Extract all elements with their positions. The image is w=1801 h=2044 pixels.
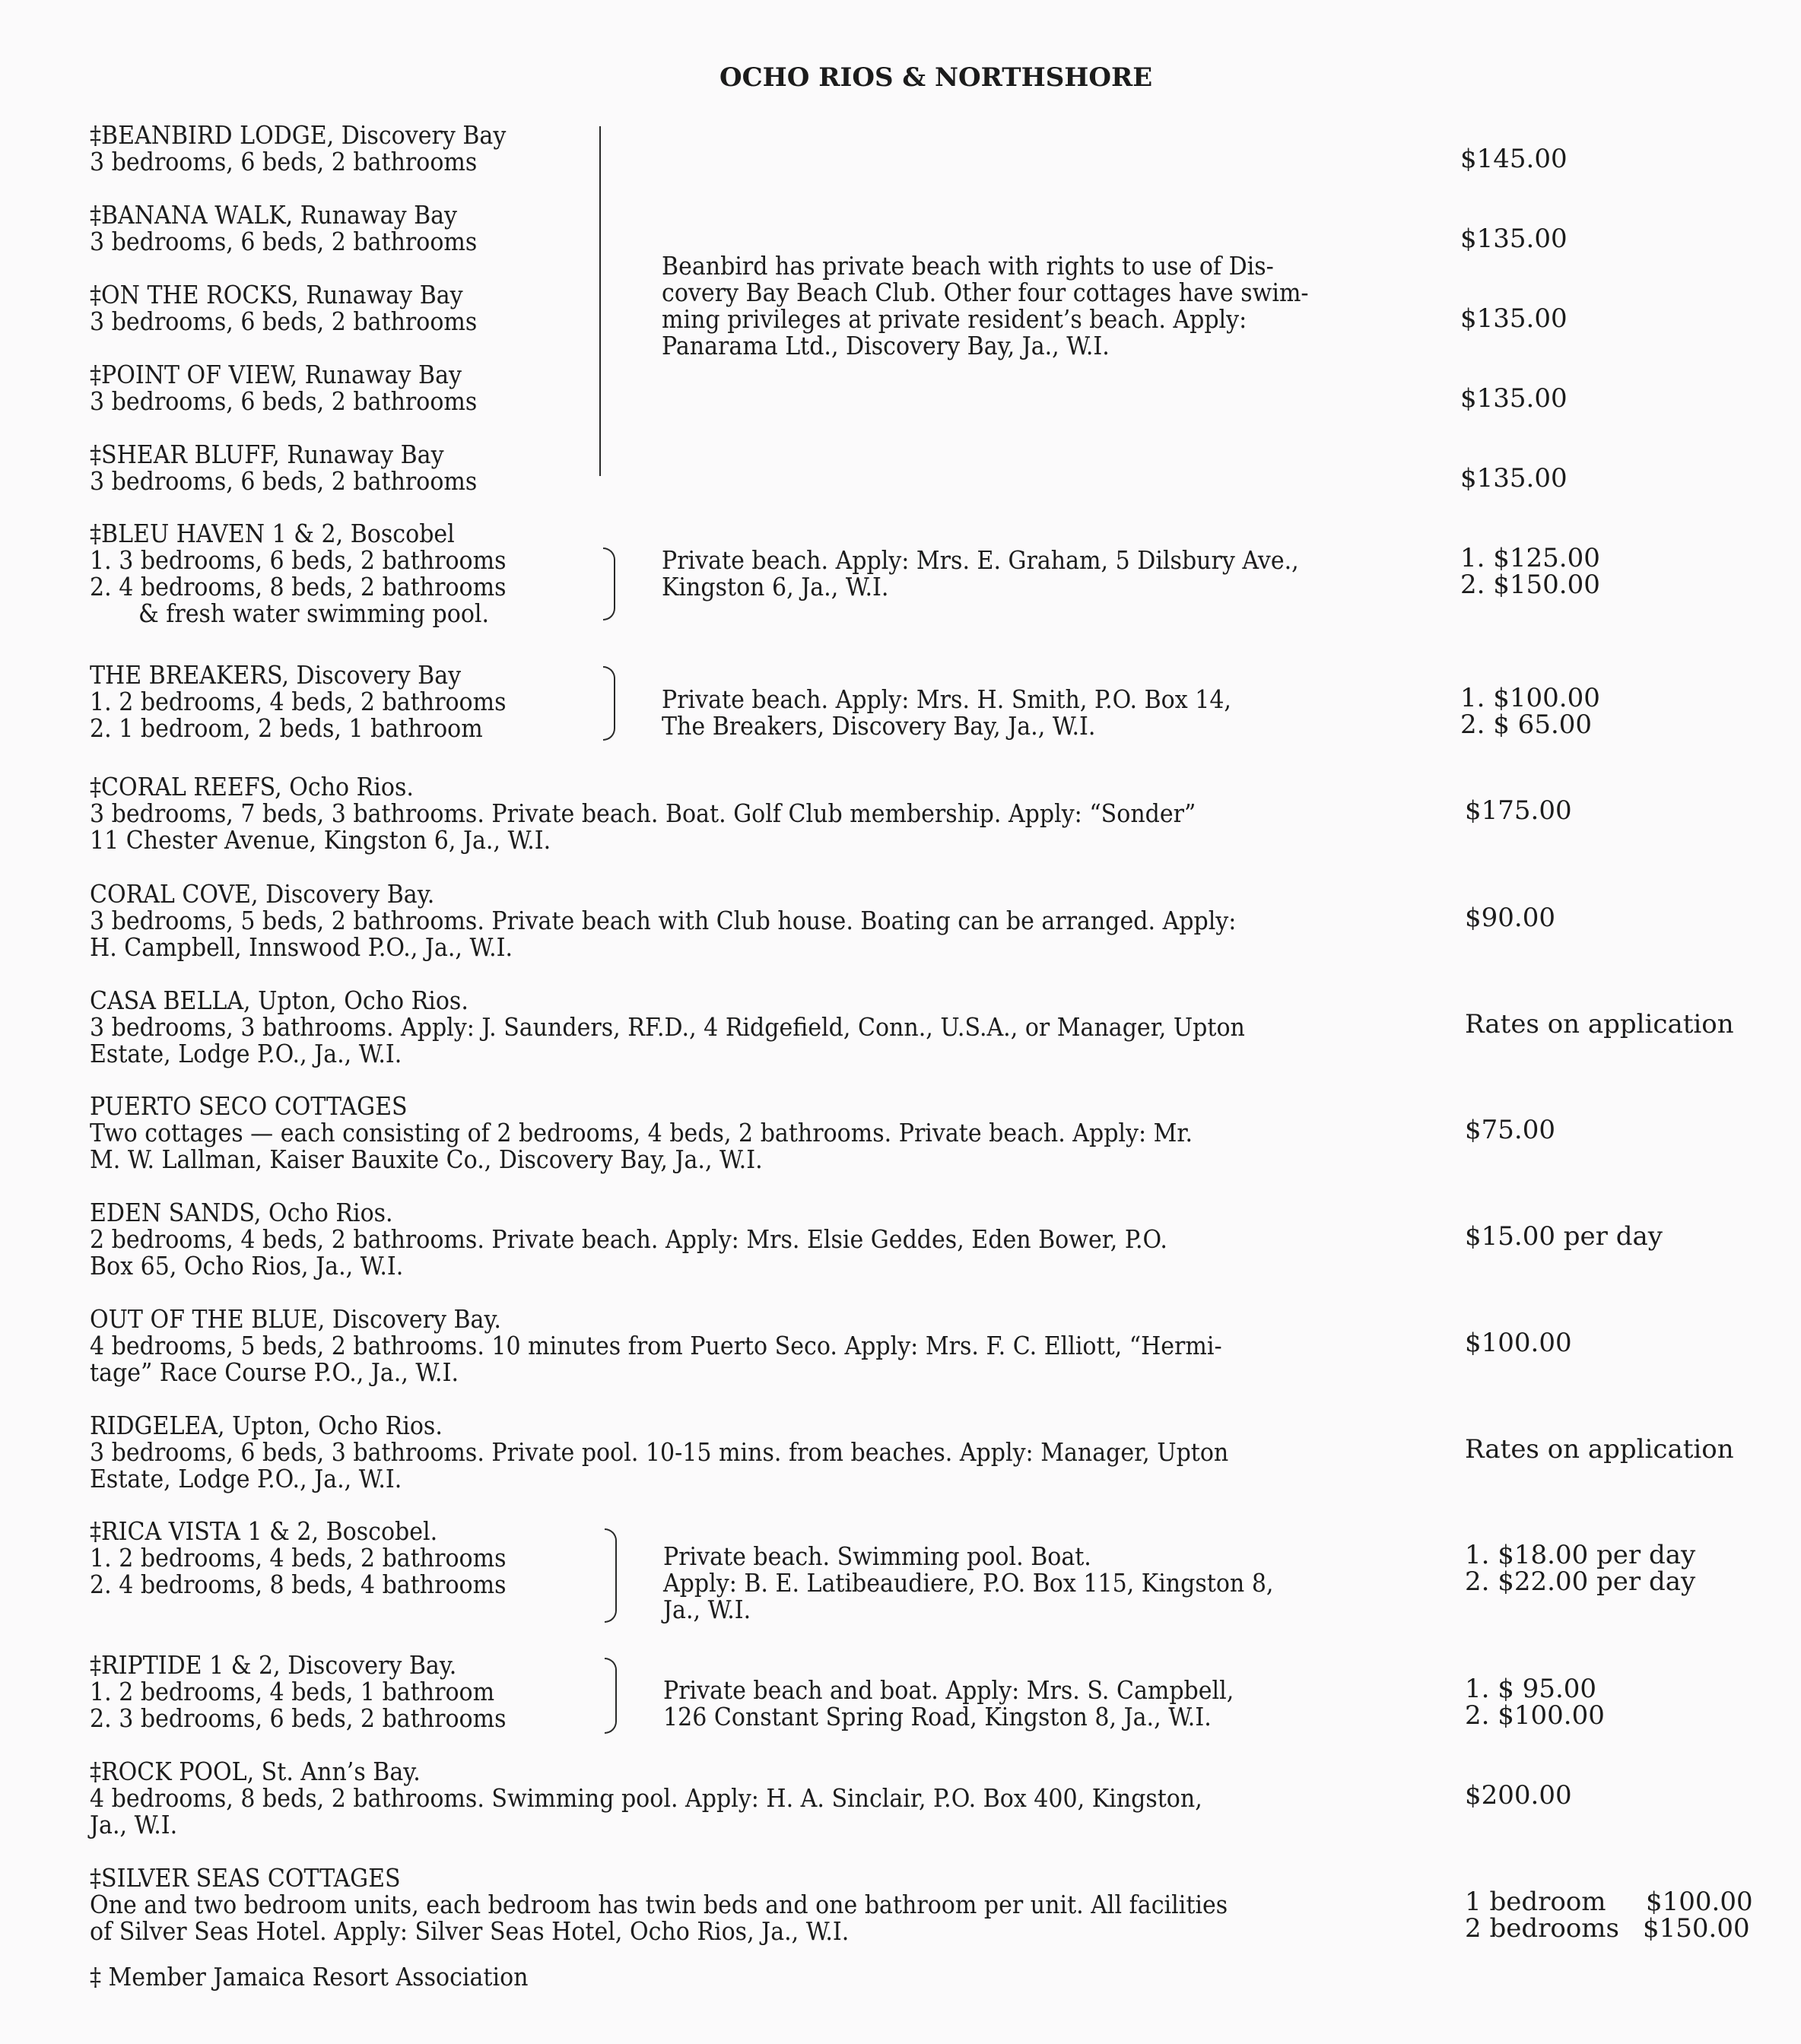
listing-name: ‡RIPTIDE 1 & 2, Discovery Bay. [90, 1650, 457, 1680]
listing-price: $135.00 [1460, 463, 1568, 494]
listing-detail: Box 65, Ocho Rios, Ja., W.I. [90, 1251, 404, 1281]
listing-name: CORAL COVE, Discovery Bay. [90, 879, 435, 909]
listing-detail: 3 bedrooms, 6 beds, 2 bathrooms [90, 306, 478, 336]
listing-detail: 1. 2 bedrooms, 4 beds, 2 bathrooms [90, 687, 507, 716]
listing-price: $145.00 [1460, 144, 1568, 174]
listing-detail: 2. 3 bedrooms, 6 beds, 2 bathrooms [90, 1703, 507, 1733]
listing-detail: 3 bedrooms, 5 beds, 2 bathrooms. Private beach with Club house. Boating can be arranged. Apply: [90, 906, 1237, 935]
listing-price: 1. $ 95.00 [1465, 1674, 1597, 1704]
listing-name: ‡BEANBIRD LODGE, Discovery Bay [90, 120, 507, 150]
listing-price: 1. $18.00 per day [1465, 1540, 1696, 1570]
listing-detail: 3 bedrooms, 3 bathrooms. Apply: J. Saunders, RF.D., 4 Ridgefield, Conn., U.S.A., or Manager, Upton [90, 1012, 1245, 1042]
listing-note-line: Ja., W.I. [663, 1595, 751, 1624]
listing-price: $175.00 [1465, 795, 1572, 826]
listing-detail: 3 bedrooms, 6 beds, 3 bathrooms. Private pool. 10-15 mins. from beaches. Apply: Manager, Upton [90, 1437, 1229, 1467]
listing-detail: 1. 2 bedrooms, 4 beds, 1 bathroom [90, 1677, 495, 1706]
listing-brace [605, 1658, 617, 1734]
listing-note-line: Apply: B. E. Latibeaudiere, P.O. Box 115, Kingston 8, [663, 1568, 1274, 1598]
listing-price: $100.00 [1646, 1887, 1753, 1917]
page-title: OCHO RIOS & NORTHSHORE [719, 62, 1153, 93]
listing-detail: 3 bedrooms, 6 beds, 2 bathrooms [90, 227, 478, 256]
listing-name: ‡BANANA WALK, Runaway Bay [90, 200, 458, 230]
listing-detail: 4 bedrooms, 5 beds, 2 bathrooms. 10 minutes from Puerto Seco. Apply: Mrs. F. C. Elliott, “Hermi- [90, 1331, 1222, 1360]
listing-name: ‡BLEU HAVEN 1 & 2, Boscobel [90, 519, 455, 548]
listing-note-line: Private beach. Apply: Mrs. E. Graham, 5 Dilsbury Ave., [662, 545, 1299, 575]
listing-note-line: Private beach and boat. Apply: Mrs. S. Campbell, [663, 1675, 1234, 1705]
listing-detail: Estate, Lodge P.O., Ja., W.I. [90, 1464, 402, 1493]
listing-price: 2. $22.00 per day [1465, 1566, 1696, 1597]
listing-name: ‡POINT OF VIEW, Runaway Bay [90, 360, 462, 389]
listing-name: OUT OF THE BLUE, Discovery Bay. [90, 1304, 501, 1334]
price-label: 2 bedrooms [1465, 1913, 1619, 1944]
listing-detail: 3 bedrooms, 6 beds, 2 bathrooms [90, 386, 478, 416]
listing-name: EDEN SANDS, Ocho Rios. [90, 1198, 393, 1227]
listing-name: ‡RICA VISTA 1 & 2, Boscobel. [90, 1516, 438, 1546]
listing-price: $100.00 [1465, 1328, 1572, 1358]
listing-name: ‡ON THE ROCKS, Runaway Bay [90, 280, 463, 309]
group-note-line: ming privileges at private resident’s beach. Apply: [662, 304, 1247, 334]
price-label: 1 bedroom [1465, 1887, 1606, 1917]
group-bracket [599, 126, 601, 476]
listing-detail: tage” Race Course P.O., Ja., W.I. [90, 1357, 459, 1387]
group-note-line: Panarama Ltd., Discovery Bay, Ja., W.I. [662, 331, 1110, 360]
listing-price: 2. $ 65.00 [1460, 709, 1593, 740]
listing-detail: M. W. Lallman, Kaiser Bauxite Co., Discovery Bay, Ja., W.I. [90, 1144, 763, 1174]
group-note-line: covery Bay Beach Club. Other four cottages have swim- [662, 278, 1309, 307]
listing-price: 2. $150.00 [1460, 570, 1600, 600]
listing-price: $135.00 [1460, 224, 1568, 254]
listing-detail: 3 bedrooms, 7 beds, 3 bathrooms. Private beach. Boat. Golf Club membership. Apply: “Sonder” [90, 798, 1196, 828]
listing-detail: 3 bedrooms, 6 beds, 2 bathrooms [90, 147, 478, 176]
listing-detail: 2 bedrooms, 4 beds, 2 bathrooms. Private beach. Apply: Mrs. Elsie Geddes, Eden Bower, P.O. [90, 1224, 1167, 1254]
listing-price: $90.00 [1465, 903, 1555, 933]
listing-note-line: The Breakers, Discovery Bay, Ja., W.I. [662, 711, 1096, 741]
listing-detail: One and two bedroom units, each bedroom has twin beds and one bathroom per unit. All facilities [90, 1890, 1228, 1919]
listing-detail: Estate, Lodge P.O., Ja., W.I. [90, 1039, 402, 1068]
listing-detail: & fresh water swimming pool. [138, 598, 490, 628]
listing-name: CASA BELLA, Upton, Ocho Rios. [90, 986, 469, 1015]
listing-detail: 1. 3 bedrooms, 6 beds, 2 bathrooms [90, 545, 507, 575]
listing-note-line: Private beach. Swimming pool. Boat. [663, 1541, 1091, 1571]
listing-detail: Ja., W.I. [90, 1810, 178, 1839]
listing-price: $200.00 [1465, 1780, 1572, 1811]
listing-price: $150.00 [1643, 1913, 1750, 1944]
listing-detail: 11 Chester Avenue, Kingston 6, Ja., W.I. [90, 825, 551, 855]
listing-price: 2. $100.00 [1465, 1700, 1605, 1731]
listing-detail: 4 bedrooms, 8 beds, 2 bathrooms. Swimming pool. Apply: H. A. Sinclair, P.O. Box 400, Kingston, [90, 1783, 1202, 1813]
listing-name: PUERTO SECO COTTAGES [90, 1091, 408, 1121]
listing-name: RIDGELEA, Upton, Ocho Rios. [90, 1411, 443, 1440]
listing-brace [603, 548, 615, 620]
listing-detail: 2. 4 bedrooms, 8 beds, 4 bathrooms [90, 1570, 507, 1599]
listing-price: $15.00 per day [1465, 1221, 1663, 1252]
listing-name: ‡SHEAR BLUFF, Runaway Bay [90, 440, 444, 469]
listing-brace [605, 1528, 617, 1623]
listing-detail: 3 bedrooms, 6 beds, 2 bathrooms [90, 466, 478, 496]
listing-detail: 1. 2 bedrooms, 4 beds, 2 bathrooms [90, 1543, 507, 1573]
listing-note-line: Kingston 6, Ja., W.I. [662, 572, 889, 601]
listing-price: $75.00 [1465, 1115, 1555, 1145]
listing-detail: 2. 4 bedrooms, 8 beds, 2 bathrooms [90, 572, 507, 601]
listing-name: ‡ROCK POOL, St. Ann’s Bay. [90, 1757, 421, 1786]
group-note-line: Beanbird has private beach with rights to use of Dis- [662, 251, 1274, 281]
listing-price: Rates on application [1465, 1434, 1734, 1465]
listing-price: Rates on application [1465, 1009, 1734, 1039]
listing-price: 1. $100.00 [1460, 683, 1600, 713]
listing-brace [603, 666, 615, 741]
listing-note-line: Private beach. Apply: Mrs. H. Smith, P.O. Box 14, [662, 684, 1231, 714]
listing-detail: H. Campbell, Innswood P.O., Ja., W.I. [90, 932, 513, 962]
listing-detail: Two cottages — each consisting of 2 bedrooms, 4 beds, 2 bathrooms. Private beach. Apply: Mr. [90, 1118, 1193, 1147]
listing-note-line: 126 Constant Spring Road, Kingston 8, Ja., W.I. [663, 1702, 1212, 1731]
listing-detail: of Silver Seas Hotel. Apply: Silver Seas Hotel, Ocho Rios, Ja., W.I. [90, 1916, 850, 1946]
footnote: ‡ Member Jamaica Resort Association [90, 1962, 529, 1992]
listing-price: 1. $125.00 [1460, 543, 1600, 573]
listing-detail: 2. 1 bedroom, 2 beds, 1 bathroom [90, 713, 483, 743]
listing-price: $135.00 [1460, 383, 1568, 414]
listing-name: ‡SILVER SEAS COTTAGES [90, 1863, 401, 1893]
listing-name: THE BREAKERS, Discovery Bay [90, 660, 462, 690]
listing-price: $135.00 [1460, 303, 1568, 334]
listing-name: ‡CORAL REEFS, Ocho Rios. [90, 772, 414, 801]
